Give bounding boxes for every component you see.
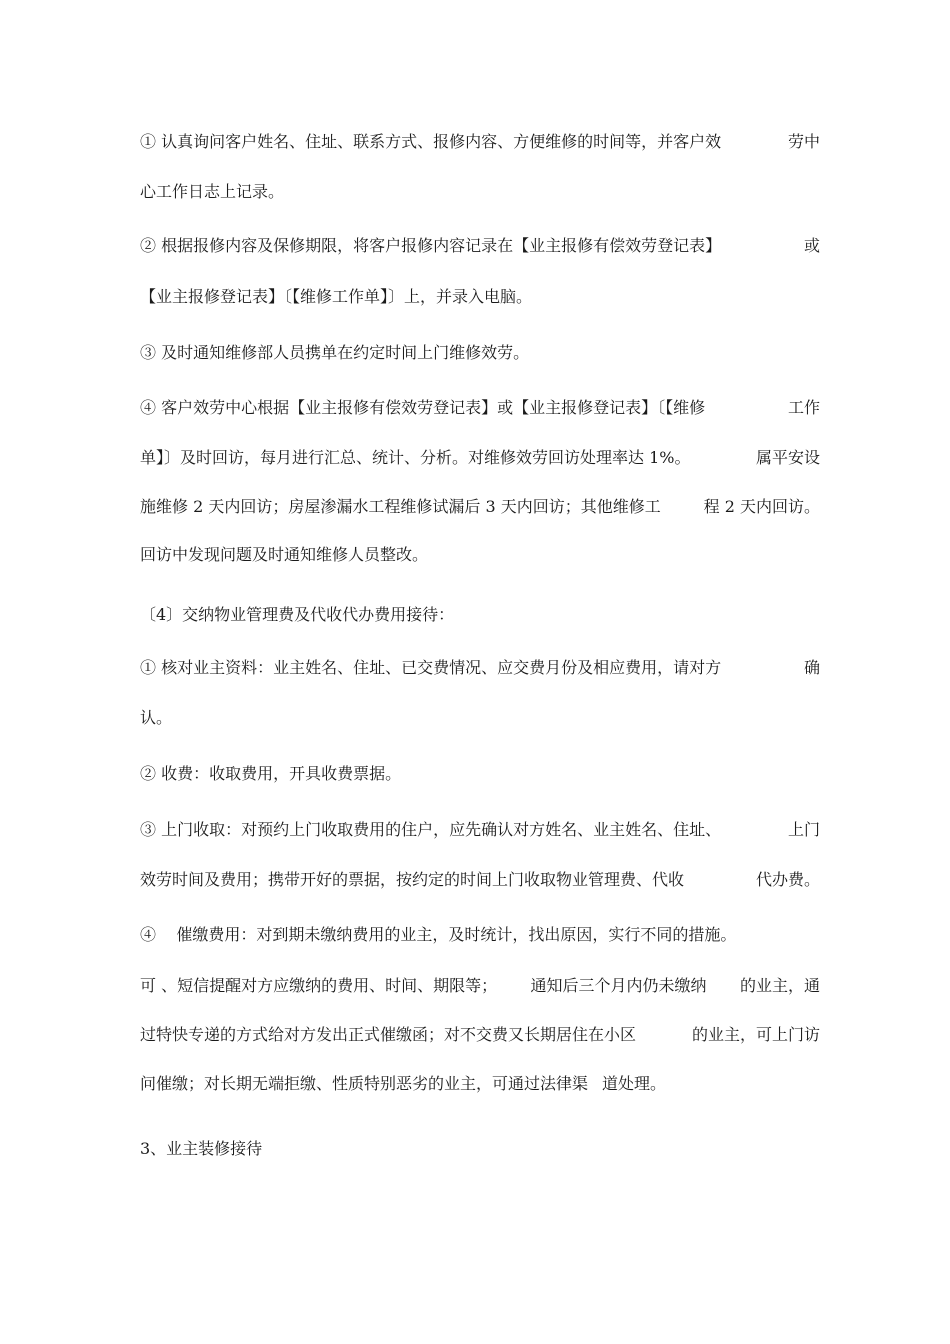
text-run: 回访中发现问题及时通知维修人员整改。 (140, 545, 429, 564)
text-run: 劳中 (787, 132, 820, 151)
section-heading (140, 602, 820, 628)
text-run: ① 认真询问客户姓名、住址、联系方式、报修内容、方便维修的时间等，并客户效 (140, 132, 722, 151)
paragraph-line (140, 1022, 820, 1048)
text-run: 上门 (787, 820, 820, 839)
text-run: 属平安设 (755, 448, 820, 467)
paragraph-line (140, 494, 820, 520)
text-run: 【业主报修登记表】〔【维修工作单】〕上，并录入电脑。 (140, 287, 533, 306)
paragraph-line (140, 445, 820, 471)
text-run: 的业主，通 (739, 976, 820, 995)
text-run: 程 2 天内回访。 (703, 497, 820, 516)
text-run: ④ 催缴费用：对到期未缴纳费用的业主，及时统计，找出原因，实行不同的措施。 (140, 925, 737, 944)
text-run: 问催缴；对长期无端拒缴、性质特别恶劣的业主，可通过法律渠 (140, 1074, 589, 1093)
text-run: ④ 客户效劳中心根据【业主报修有偿效劳登记表】或【业主报修登记表】〔【维修 (140, 398, 706, 417)
paragraph-line (140, 705, 820, 731)
text-run: ③ 上门收取：对预约上门收取费用的住户，应先确认对方姓名、业主姓名、住址、 (140, 820, 722, 839)
text-run: 心工作日志上记录。 (140, 182, 285, 201)
text-run: 施维修 2 天内回访；房屋渗漏水工程维修试漏后 3 天内回访；其他维修工 (140, 497, 661, 516)
text-run: 道处理。 (602, 1074, 667, 1093)
paragraph-line (140, 817, 820, 843)
text-run: 确 (803, 658, 820, 677)
text-run: 单】〕及时回访，每月进行汇总、统计、分析。对维修效劳回访处理率达 1%。 (140, 448, 691, 467)
paragraph-line (140, 284, 820, 310)
text-run: 3、业主装修接待 (140, 1139, 263, 1158)
paragraph-line (140, 395, 820, 421)
paragraph-line (140, 922, 820, 948)
text-run: 可 、短信提醒对方应缴纳的费用、时间、期限等； (140, 976, 498, 995)
paragraph-line (140, 129, 820, 155)
text-run: 过特快专递的方式给对方发出正式催缴函；对不交费又长期居住在小区 (140, 1025, 637, 1044)
text-run: ② 收费：收取费用，开具收费票据。 (140, 764, 402, 783)
text-run: 效劳时间及费用；携带开好的票据，按约定的时间上门收取物业管理费、代收 (140, 870, 685, 889)
text-run: 认。 (140, 708, 173, 727)
text-run: ② 根据报修内容及保修期限，将客户报修内容记录在【业主报修有偿效劳登记表】 (140, 236, 722, 255)
text-run: 的业主，可上门访 (691, 1025, 820, 1044)
paragraph-line (140, 542, 820, 568)
text-run: 工作 (787, 398, 820, 417)
paragraph-line (140, 1071, 820, 1097)
text-run: 〔4〕交纳物业管理费及代收代办费用接待： (140, 605, 455, 624)
text-run: 代办费。 (755, 870, 820, 889)
section-heading (140, 1136, 820, 1162)
paragraph-line (140, 233, 820, 259)
paragraph-line (140, 867, 820, 893)
text-run: 通知后三个月内仍未缴纳 (530, 976, 707, 995)
paragraph-line (140, 761, 820, 787)
paragraph-line (140, 179, 820, 205)
text-run: 或 (803, 236, 820, 255)
text-run: ③ 及时通知维修部人员携单在约定时间上门维修效劳。 (140, 343, 530, 362)
paragraph-line (140, 340, 820, 366)
paragraph-line (140, 655, 820, 681)
paragraph-line (140, 973, 820, 999)
text-run: ① 核对业主资料：业主姓名、住址、已交费情况、应交费月份及相应费用，请对方 (140, 658, 722, 677)
